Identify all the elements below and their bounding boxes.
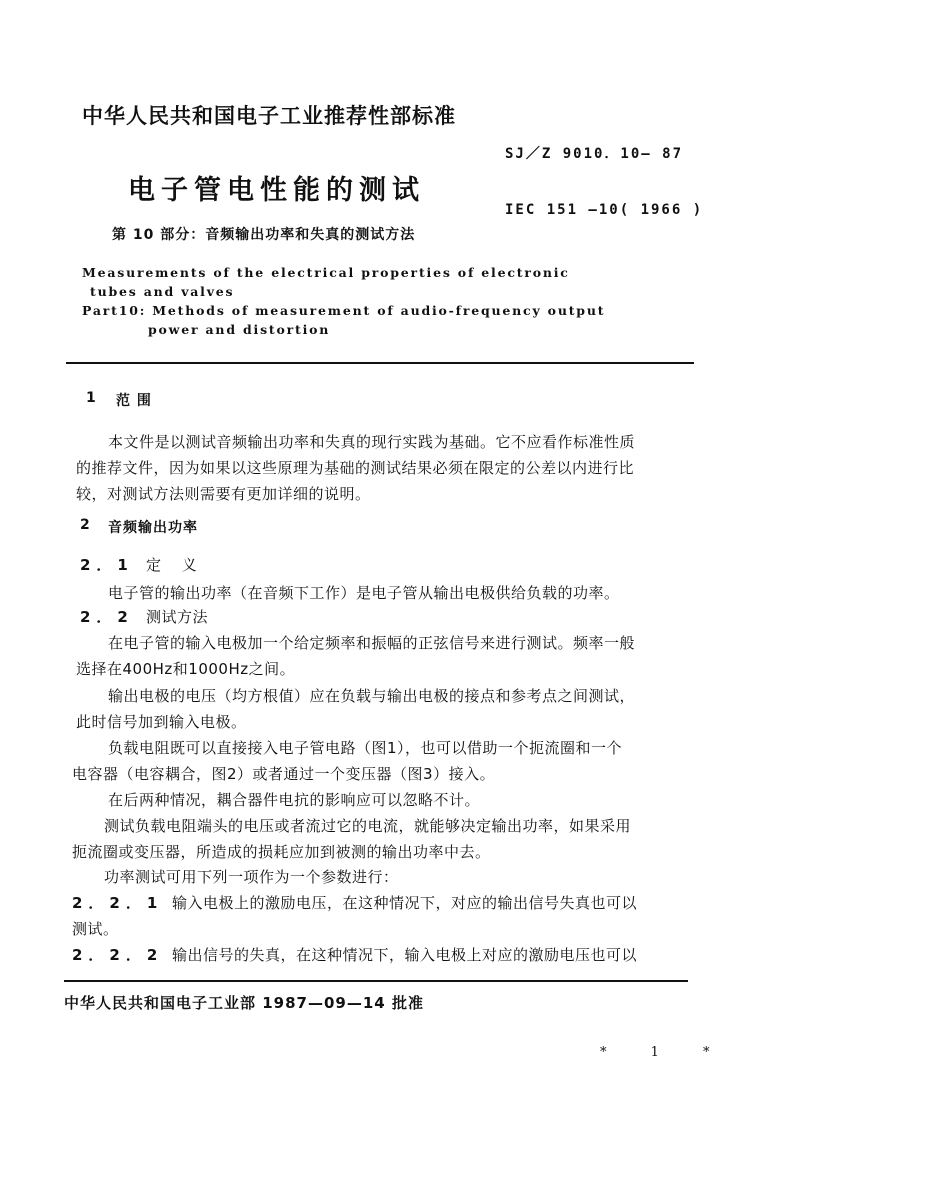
page-number: * 1 * bbox=[600, 1045, 730, 1060]
clause-2-2-1-text-line-2: 测试。 bbox=[72, 920, 119, 938]
english-title-line-4: power and distortion bbox=[148, 322, 331, 337]
clause-2-2-2-number: 2．2．2 bbox=[72, 946, 164, 964]
method-paragraph-6: 功率测试可用下列一项作为一个参数进行： bbox=[104, 868, 399, 886]
clause-2-2-2-text: 输出信号的失真，在这种情况下，输入电极上对应的激励电压也可以 bbox=[172, 946, 638, 964]
method-paragraph-5-line-2: 扼流圈或变压器，所造成的损耗应加到被测的输出功率中去。 bbox=[72, 843, 491, 861]
english-title-line-3: Part10: Methods of measurement of audio-frequency output bbox=[82, 303, 606, 318]
footer-divider bbox=[64, 980, 688, 982]
method-paragraph-2-line-2: 此时信号加到输入电极。 bbox=[76, 713, 247, 731]
approval-note: 中华人民共和国电子工业部 1987—09—14 批准 bbox=[64, 994, 424, 1012]
section-2-2-heading: 测试方法 bbox=[146, 608, 209, 626]
section-2-2-number: 2．2 bbox=[80, 608, 134, 626]
section-2-heading: 音频输出功率 bbox=[108, 520, 198, 536]
method-paragraph-4: 在后两种情况，耦合器件电抗的影响应可以忽略不计。 bbox=[108, 791, 481, 809]
part-subtitle: 第 10 部分：音频输出功率和失真的测试方法 bbox=[112, 227, 416, 243]
section-1-number: 1 bbox=[86, 390, 97, 406]
method-paragraph-2-line-1: 输出电极的电压（均方根值）应在负载与输出电极的接点和参考点之间测试， bbox=[108, 687, 636, 705]
english-title-line-1: Measurements of the electrical properties of electronic bbox=[82, 265, 570, 280]
section-1-heading: 范 围 bbox=[116, 393, 152, 409]
clause-2-2-1-number: 2．2．1 bbox=[72, 894, 164, 912]
definition-paragraph: 电子管的输出功率（在音频下工作）是电子管从输出电极供给负载的功率。 bbox=[108, 584, 620, 602]
english-title-line-2: tubes and valves bbox=[90, 284, 235, 299]
scope-paragraph-line-3: 较，对测试方法则需要有更加详细的说明。 bbox=[76, 485, 371, 503]
issuing-authority: 中华人民共和国电子工业推荐性部标准 bbox=[82, 104, 456, 128]
section-2-1-heading: 定 义 bbox=[146, 556, 205, 574]
method-paragraph-3-line-1: 负载电阻既可以直接接入电子管电路（图1），也可以借助一个扼流圈和一个 bbox=[108, 739, 623, 757]
section-2-number: 2 bbox=[80, 517, 91, 533]
scope-paragraph-line-1: 本文件是以测试音频输出功率和失真的现行实践为基础。它不应看作标准性质 bbox=[108, 433, 636, 451]
header-divider bbox=[66, 362, 694, 364]
method-paragraph-3-line-2: 电容器（电容耦合，图2）或者通过一个变压器（图3）接入。 bbox=[72, 765, 496, 783]
document-title: 电子管电性能的测试 bbox=[128, 175, 425, 206]
method-paragraph-1-line-2: 选择在400Hz和1000Hz之间。 bbox=[76, 660, 296, 678]
section-2-1-number: 2．1 bbox=[80, 556, 134, 574]
scope-paragraph-line-2: 的推荐文件，因为如果以这些原理为基础的测试结果必须在限定的公差以内进行比 bbox=[76, 459, 635, 477]
standard-code: SJ／Z 9010．10— 87 bbox=[505, 146, 684, 162]
iec-reference: IEC 151 —10( 1966 ) bbox=[505, 202, 704, 218]
method-paragraph-5-line-1: 测试负载电阻端头的电压或者流过它的电流，就能够决定输出功率，如果采用 bbox=[104, 817, 632, 835]
method-paragraph-1-line-1: 在电子管的输入电极加一个给定频率和振幅的正弦信号来进行测试。频率一般 bbox=[108, 634, 636, 652]
clause-2-2-1-text-line-1: 输入电极上的激励电压，在这种情况下，对应的输出信号失真也可以 bbox=[172, 894, 638, 912]
